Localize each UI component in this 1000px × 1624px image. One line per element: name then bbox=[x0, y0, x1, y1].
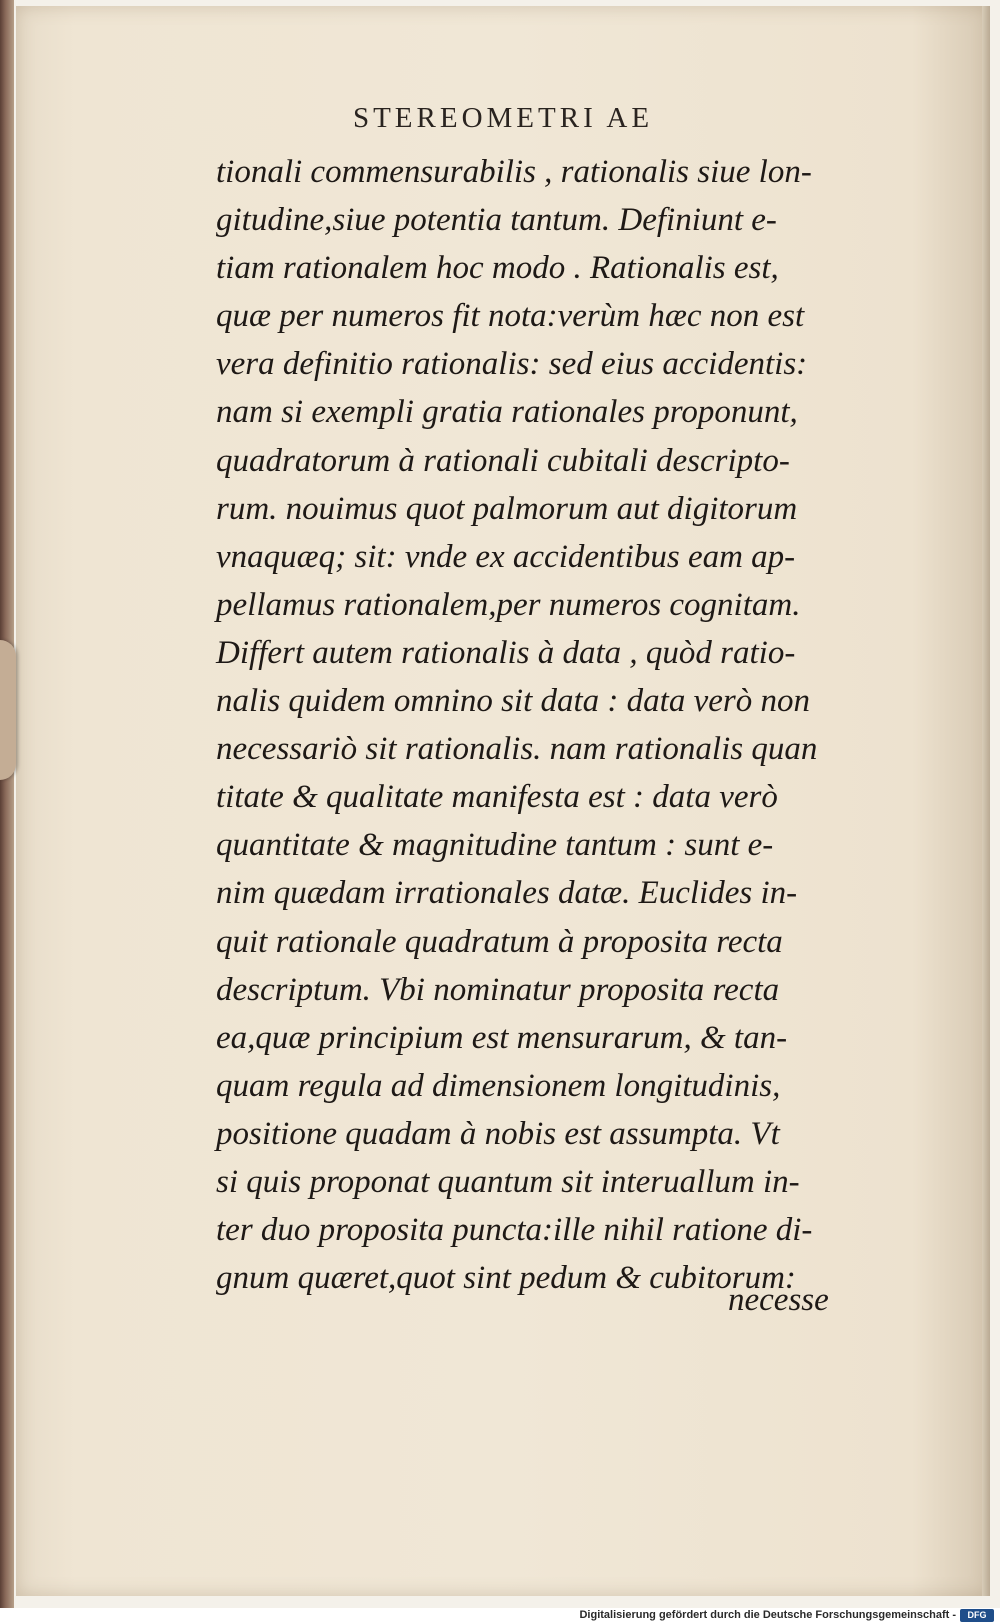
text-line: quam regula ad dimensionem longitudinis, bbox=[216, 1067, 781, 1104]
running-head: STEREOMETRI AE bbox=[352, 102, 654, 134]
text-line: necessariò sit rationalis. nam rationalis quan bbox=[216, 731, 818, 768]
text-line: quantitate & magnitudine tantum : sunt e- bbox=[216, 827, 774, 864]
text-line: titate & qualitate manifesta est : data verò bbox=[216, 779, 778, 816]
text-line: vnaquæq; sit: vnde ex accidentibus eam ap- bbox=[216, 538, 796, 575]
text-line: ea,quæ principium est mensurarum, & tan- bbox=[216, 1019, 788, 1056]
text-line: descriptum. Vbi nominatur proposita recta bbox=[216, 971, 780, 1008]
text-line: tiam rationalem hoc modo . Rationalis est, bbox=[216, 250, 779, 287]
text-line: quit rationale quadratum à proposita recta bbox=[216, 923, 783, 960]
text-line: si quis proponat quantum sit interuallum in- bbox=[216, 1163, 800, 1200]
text-line: ter duo proposita puncta:ille nihil ratione di- bbox=[216, 1212, 813, 1249]
text-line: pellamus rationalem,per numeros cognitam. bbox=[216, 586, 801, 623]
dfg-logo: DFG bbox=[960, 1609, 994, 1622]
text-line: tionali commensurabilis , rationalis siue lon- bbox=[216, 154, 812, 190]
book-spine bbox=[0, 0, 14, 1608]
text-line: quadratorum à rationali cubitali descripto- bbox=[216, 442, 790, 479]
text-line: vera definitio rationalis: sed eius accidentis: bbox=[216, 346, 808, 383]
text-line: nam si exempli gratia rationales proponunt, bbox=[216, 394, 798, 431]
text-line: rum. nouimus quot palmorum aut digitorum bbox=[216, 490, 798, 527]
text-line: nalis quidem omnino sit data : data verò non bbox=[216, 683, 810, 720]
catchword: necesse bbox=[728, 1282, 829, 1318]
page-edge bbox=[982, 6, 990, 1596]
book-board-edge bbox=[0, 640, 16, 780]
text-line: gnum quæret,quot sint pedum & cubitorum: bbox=[216, 1260, 796, 1297]
text-line: gitudine,siue potentia tantum. Definiunt e- bbox=[216, 202, 777, 239]
text-block bbox=[216, 148, 896, 1302]
text-line: nim quædam irrationales datæ. Euclides in- bbox=[216, 875, 798, 912]
text-line: Differt autem rationalis à data , quòd ratio- bbox=[216, 634, 796, 671]
book-page bbox=[16, 6, 990, 1596]
digitization-credit: Digitalisierung gefördert durch die Deutsche Forschungsgemeinschaft - bbox=[579, 1609, 956, 1621]
text-line: positione quadam à nobis est assumpta. Vt bbox=[216, 1115, 780, 1152]
text-line: quæ per numeros fit nota:verùm hæc non est bbox=[216, 298, 805, 335]
